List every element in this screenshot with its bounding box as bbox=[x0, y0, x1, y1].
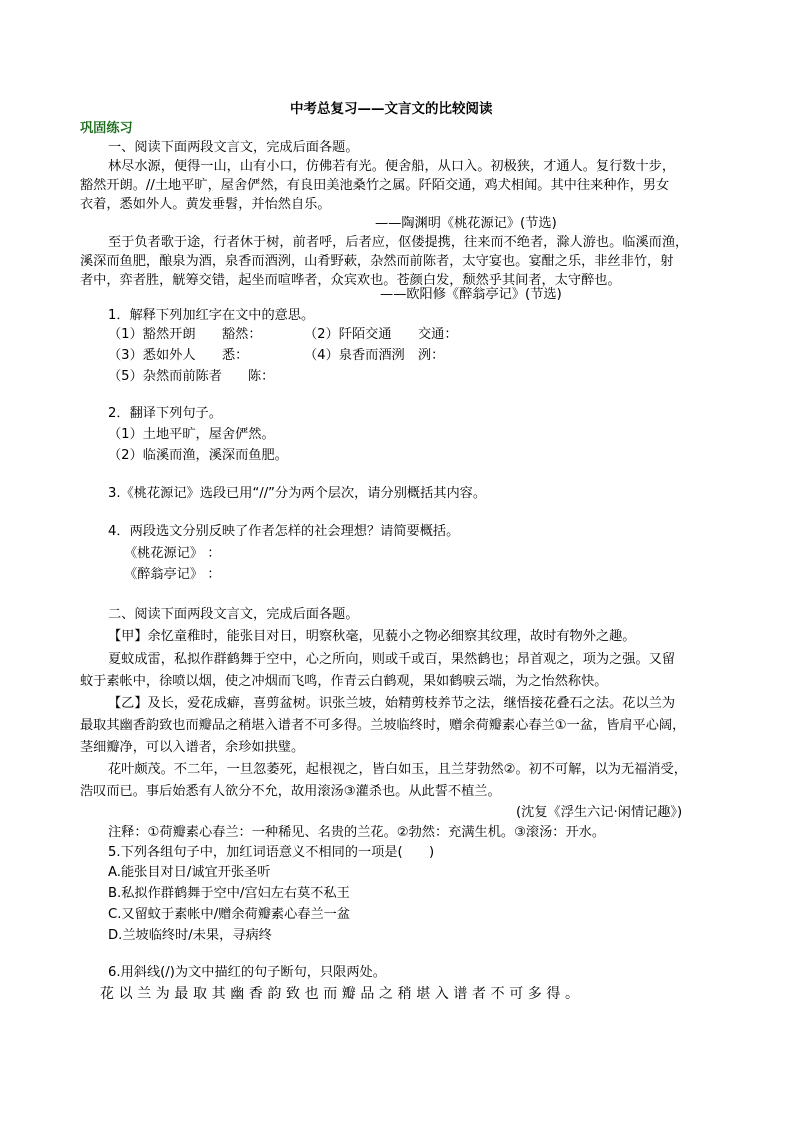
q4-item: 《醉翁亭记》 ： bbox=[124, 567, 221, 582]
part2-line: 【甲】余忆童稚时，能张目对日，明察秋毫，见藐小之物必细察其纹理，故时有物外之趣。 bbox=[108, 629, 636, 644]
q1-item: （4）泉香而酒洌 bbox=[304, 348, 405, 363]
part2-line: 浩叹而已。事后始悉有人欲分不允，故用滚汤③灌杀也。从此誓不植兰。 bbox=[80, 784, 501, 799]
q1-item-answer-label: 豁然： bbox=[222, 327, 262, 342]
part1-instruction: 一、阅读下面两段文言文，完成后面各题。 bbox=[108, 140, 359, 155]
q1-item: （2）阡陌交通 bbox=[304, 327, 392, 342]
q3-stem: 3.《桃花源记》选段已用“//”分为两个层次，请分别概括其内容。 bbox=[108, 486, 487, 501]
passage2-line: 至于负者歌于途，行者休于树，前者呼，后者应，伛偻提携，往来而不绝者，滁人游也。临溪而渔， bbox=[108, 235, 689, 250]
passage1-line: 衣着，悉如外人。黄发垂髫，并怡然自乐。 bbox=[80, 197, 331, 212]
part2-line: 最取其幽香韵致也而瓣品之稍堪入谱者不可多得。兰坡临终时，赠余荷瓣素心春兰①一盆，皆肩平心阔， bbox=[80, 718, 686, 733]
q2-item: （1）土地平旷，屋舍俨然。 bbox=[108, 427, 275, 442]
section-heading: 巩固练习 bbox=[80, 121, 133, 136]
passage2-line: 溪深而鱼肥，酿泉为酒，泉香而酒洌，山肴野蔌，杂然而前陈者，太守宴也。宴酣之乐，非丝非竹，射 bbox=[80, 254, 674, 269]
q1-item-answer-label: 交通： bbox=[418, 327, 458, 342]
part2-line: 茎细瓣净，可以入谱者，余珍如拱璧。 bbox=[80, 740, 305, 755]
passage1-line: 林尽水源，便得一山，山有小口，仿佛若有光。便舍船，从口入。初极狭，才通人。复行数十步， bbox=[108, 159, 676, 174]
q4-item: 《桃花源记》 ： bbox=[124, 546, 221, 561]
q5-option-a: A.能张目对日/诚宜开张圣听 bbox=[108, 865, 271, 880]
part2-notes: 注释：①荷瓣素心春兰：一种稀见、名贵的兰花。②勃然：充满生机。③滚汤：开水。 bbox=[108, 825, 606, 840]
part2-source: (沈复《浮生六记·闲情记趣》) bbox=[516, 805, 683, 820]
q1-item: （5）杂然而前陈者 bbox=[108, 369, 222, 384]
q1-item-answer-label: 洌： bbox=[418, 348, 445, 363]
q1-stem: 1．解释下列加红字在文中的意思。 bbox=[108, 308, 315, 323]
q1-item-answer-label: 悉： bbox=[222, 348, 249, 363]
q5-option-d: D.兰坡临终时/未果，寻病终 bbox=[108, 928, 272, 943]
part2-instruction: 二、阅读下面两段文言文，完成后面各题。 bbox=[108, 607, 359, 622]
q2-stem: 2．翻译下列句子。 bbox=[108, 406, 222, 421]
part2-line: 蚊于素帐中，徐喷以烟，使之冲烟而飞鸣，作青云白鹤观，果如鹤唳云端，为之怡然称快。 bbox=[80, 674, 608, 689]
passage1-source: ——陶渊明《桃花源记》(节选) bbox=[375, 216, 557, 231]
q6-stem: 6.用斜线(/)为文中描红的句子断句，只限两处。 bbox=[108, 965, 386, 980]
q5-option-c: C.又留蚊于素帐中/赠余荷瓣素心春兰一盆 bbox=[108, 907, 351, 922]
part2-line: 花叶颇茂。不二年，一旦忽萎死，起根视之，皆白如玉，且兰芽勃然②。初不可解，以为无福消受， bbox=[108, 762, 687, 777]
passage2-source: ——欧阳修《醉翁亭记》(节选) bbox=[380, 287, 562, 302]
q4-stem: 4．两段选文分别反映了作者怎样的社会理想？请简要概括。 bbox=[108, 524, 460, 539]
passage1-line: 豁然开朗。//土地平旷，屋舍俨然，有良田美池桑竹之属。阡陌交通，鸡犬相闻。其中往来种作，男女 bbox=[80, 178, 670, 193]
q2-item: （2）临溪而渔，溪深而鱼肥。 bbox=[108, 448, 288, 463]
page-title: 中考总复习——文言文的比较阅读 bbox=[290, 101, 493, 117]
q5-option-b: B.私拟作群鹤舞于空中/宫妇左右莫不私王 bbox=[108, 886, 350, 901]
q1-item: （3）悉如外人 bbox=[108, 348, 196, 363]
part2-line: 夏蚊成雷，私拟作群鹤舞于空中，心之所向，则或千或百，果然鹤也；昂首观之，项为之强。又留 bbox=[108, 652, 676, 667]
q6-sentence: 花以兰为最取其幽香韵致也而瓣品之稍堪入谱者不可多得。 bbox=[100, 986, 584, 1002]
part2-line: 【乙】及长，爱花成癖，喜剪盆树。识张兰坡，始精剪枝养节之法，继悟接花叠石之法。花以兰为 bbox=[108, 696, 676, 711]
q1-item: （1）豁然开朗 bbox=[108, 327, 196, 342]
passage2-line: 者中，弈者胜，觥筹交错，起坐而喧哗者，众宾欢也。苍颜白发，颓然乎其间者，太守醉也。 bbox=[80, 273, 621, 288]
q1-item-answer-label: 陈： bbox=[248, 369, 275, 384]
q5-stem: 5.下列各组句子中，加红词语意义不相同的一项是( ) bbox=[108, 845, 435, 860]
